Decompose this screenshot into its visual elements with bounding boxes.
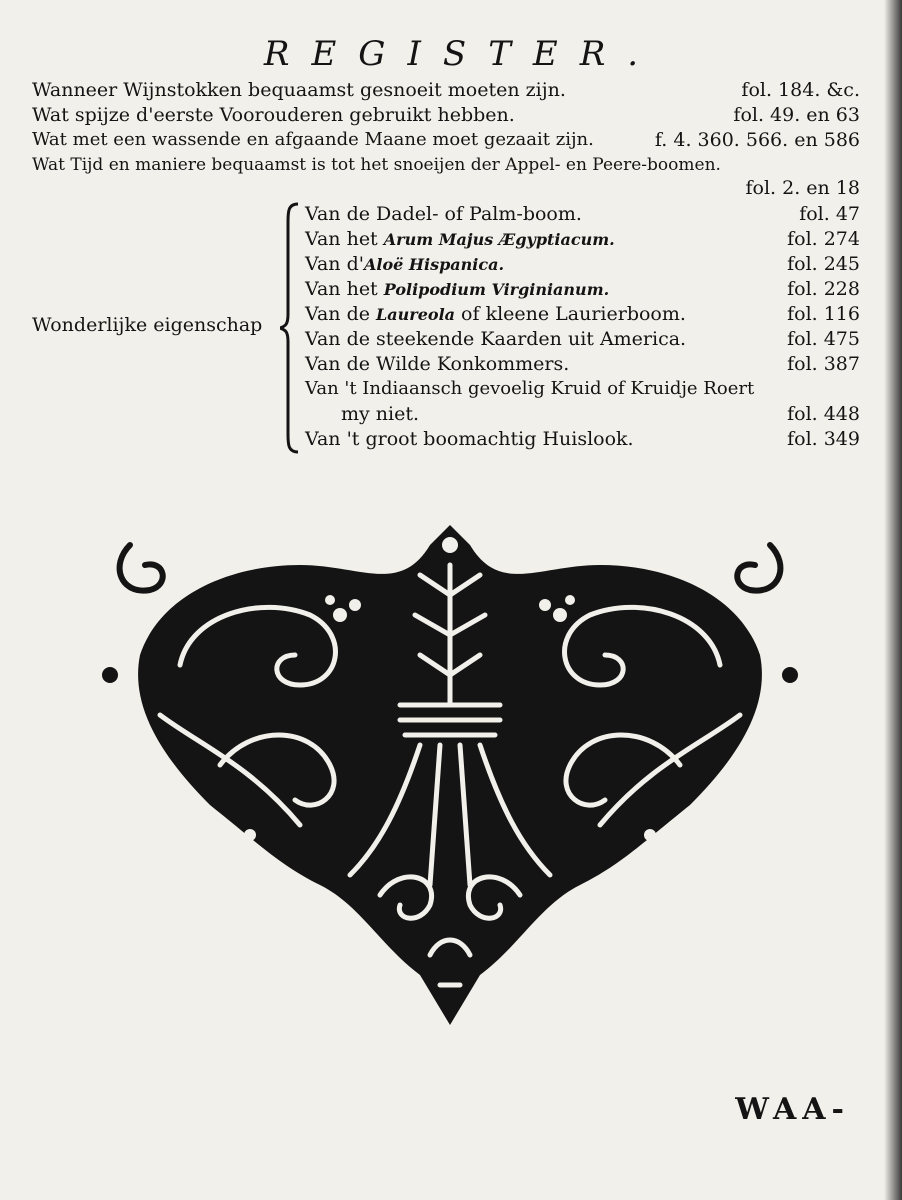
group-item bbox=[305, 377, 860, 401]
item-text: Van de bbox=[305, 303, 377, 325]
item-latin-name: Aloë Hispanica. bbox=[363, 255, 505, 274]
woodcut-ornament bbox=[100, 505, 800, 1035]
item-folio: fol. 228 bbox=[787, 278, 860, 300]
group-item bbox=[305, 202, 860, 226]
item-latin-name: Polipodium Virginianum. bbox=[383, 280, 610, 299]
item-folio: fol. 47 bbox=[799, 203, 860, 225]
page-title: REGISTER. bbox=[263, 34, 661, 74]
item-text: Van 't groot boomachtig Huislook. bbox=[305, 428, 634, 450]
group-item bbox=[305, 402, 860, 426]
entry-text: Wat met een wassende en afgaande Maane moet gezaait zijn. bbox=[32, 129, 594, 150]
register-entry bbox=[32, 78, 860, 102]
item-text: Van het bbox=[305, 228, 384, 250]
group-item bbox=[305, 227, 860, 251]
group-item bbox=[305, 327, 860, 351]
item-text: Van de Wilde Konkommers. bbox=[305, 353, 570, 375]
catchword: WAA- bbox=[735, 1092, 850, 1127]
group-label: Wonderlijke eigenschap bbox=[32, 314, 263, 336]
group-item bbox=[305, 352, 860, 376]
item-folio: fol. 245 bbox=[787, 253, 860, 275]
item-text: Van de steekende Kaarden uit America. bbox=[305, 328, 687, 350]
group-item bbox=[305, 252, 860, 276]
item-text: Van 't Indiaansch gevoelig Kruid of Kruidje Roert bbox=[305, 378, 755, 399]
entry-folio: f. 4. 360. 566. en 586 bbox=[654, 129, 860, 151]
item-folio: fol. 349 bbox=[787, 428, 860, 450]
item-text: Van d' bbox=[305, 253, 364, 275]
item-folio: fol. 387 bbox=[787, 353, 860, 375]
entry-folio: fol. 184. &c. bbox=[741, 79, 860, 101]
item-text: my niet. bbox=[341, 403, 420, 425]
curly-brace bbox=[280, 202, 306, 454]
entry-text: Wanneer Wijnstokken bequaamst gesnoeit moeten zijn. bbox=[32, 79, 566, 101]
entry-text: Wat spijze d'eerste Voorouderen gebruikt hebben. bbox=[32, 104, 515, 126]
item-folio: fol. 448 bbox=[787, 403, 860, 425]
item-latin-name: Arum Majus Ægyptiacum. bbox=[383, 230, 615, 249]
register-entry bbox=[32, 103, 860, 127]
group-item bbox=[305, 277, 860, 301]
item-text: of kleene Laurierboom. bbox=[455, 303, 686, 325]
item-folio: fol. 274 bbox=[787, 228, 860, 250]
item-folio: fol. 116 bbox=[787, 303, 860, 325]
entry-folio: fol. 49. en 63 bbox=[733, 104, 860, 126]
entry-text: Wat Tijd en maniere bequaamst is tot het snoeijen der Appel- en Peere-boomen. bbox=[32, 155, 721, 175]
item-text: Van de Dadel- of Palm-boom. bbox=[305, 203, 582, 225]
entry-folio: fol. 2. en 18 bbox=[745, 177, 860, 199]
group-item bbox=[305, 302, 860, 326]
group-item bbox=[305, 427, 860, 451]
page-edge-shadow bbox=[884, 0, 902, 1200]
item-folio: fol. 475 bbox=[787, 328, 860, 350]
item-text: Van het bbox=[305, 278, 384, 300]
register-entry bbox=[32, 153, 860, 177]
item-latin-name: Laureola bbox=[376, 305, 456, 324]
register-entry bbox=[32, 128, 860, 152]
